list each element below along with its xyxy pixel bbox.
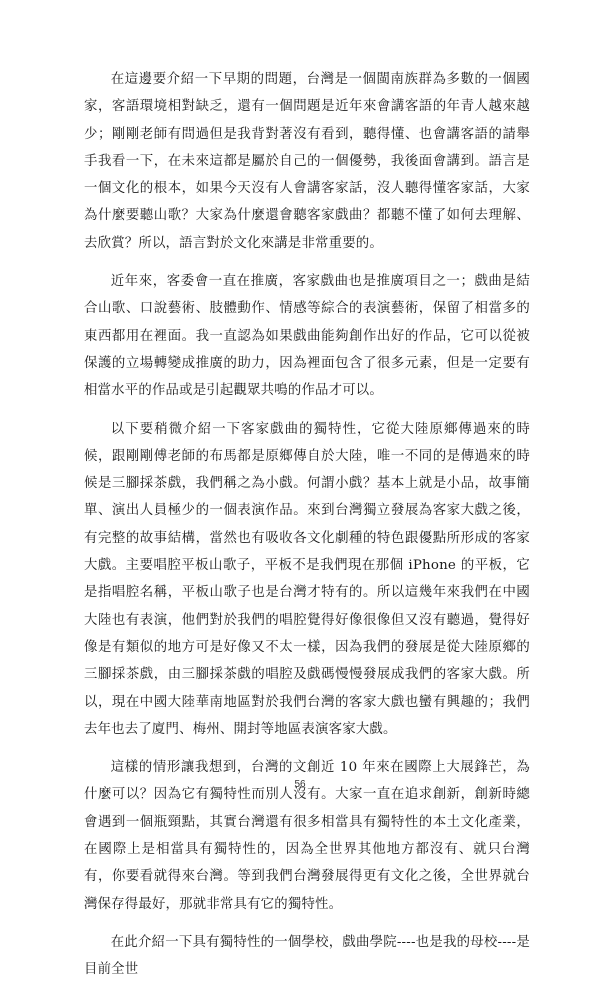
paragraph: 以下要稍微介紹一下客家戲曲的獨特性，它從大陸原鄉傳過來的時候，跟剛剛傅老師的布馬都是原鄉傳自於大陸，唯一不同的是傳過來的時候是三腳採茶戲，我們稱之為小戲。何謂小戲？基本上就是小品，故事簡單、演出人員極少的一個表演作品。來到台灣獨立發展為客家大戲之後，有完整的故事結構，當然也有吸收各文化劇種的特色跟優點所形成的客家大戲。主要唱腔平板山歌子，平板不是我們現在那個 iPhone 的平板，它是指唱腔名稱，平板山歌子也是台灣才特有的。所以這幾年來我們在中國大陸也有表演，他們對於我們的唱腔覺得好像很像但又沒有聽過，覺得好像是有類似的地方可是好像又不太一樣，因為我們的發展是從大陸原鄉的三腳採茶戲，由三腳採茶戲的唱腔及戲碼慢慢發展成我們的客家大戲。所以，現在中國大陸華南地區對於我們台灣的客家大戲也蠻有興趣的；我們去年也去了廈門、梅州、開封等地區表演客家大戲。 <box>84 421 530 737</box>
paragraph: 這樣的情形讓我想到，台灣的文創近 10 年來在國際上大展鋒芒，為什麼可以？因為它有獨特性而別人沒有。大家一直在追求創新，創新時總會遇到一個瓶頸點，其實台灣還有很多相當具有獨特性的本土文化產業，在國際上是相當具有獨特性的，因為全世界其他地方都沒有、就只台灣有，你要看就得來台灣。等到我們台灣發展得更有文化之後，全世界就台灣保存得最好，那就非常具有它的獨特性。 <box>84 760 530 912</box>
paragraph: 近年來，客委會一直在推廣，客家戲曲也是推廣項目之一；戲曲是結合山歌、口說藝術、肢體動作、情感等綜合的表演藝術，保留了相當多的東西都用在裡面。我一直認為如果戲曲能夠創作出好的作品，它可以從被保護的立場轉變成推廣的助力，因為裡面包含了很多元素，但是一定要有相當水平的作品或是引起觀眾共鳴的作品才可以。 <box>84 274 530 399</box>
body-text <box>84 66 530 995</box>
paragraph: 在這邊要介紹一下早期的問題，台灣是一個閩南族群為多數的一個國家，客語環境相對缺乏，還有一個問題是近年來會講客語的年青人越來越少；剛剛老師有問過但是我背對著沒有看到，聽得懂、也會講客語的請舉手我看一下，在未來這都是屬於自己的一個優勢，我後面會講到。語言是一個文化的根本，如果今天沒有人會講客家話，沒人聽得懂客家話，大家為什麼要聽山歌？大家為什麼還會聽客家戲曲？都聽不懂了如何去理解、去欣賞？所以，語言對於文化來講是非常重要的。 <box>84 72 530 251</box>
page-number: 56 <box>294 779 306 790</box>
paragraph: 在此介紹一下具有獨特性的一個學校，戲曲學院----也是我的母校----是目前全世 <box>84 934 530 978</box>
